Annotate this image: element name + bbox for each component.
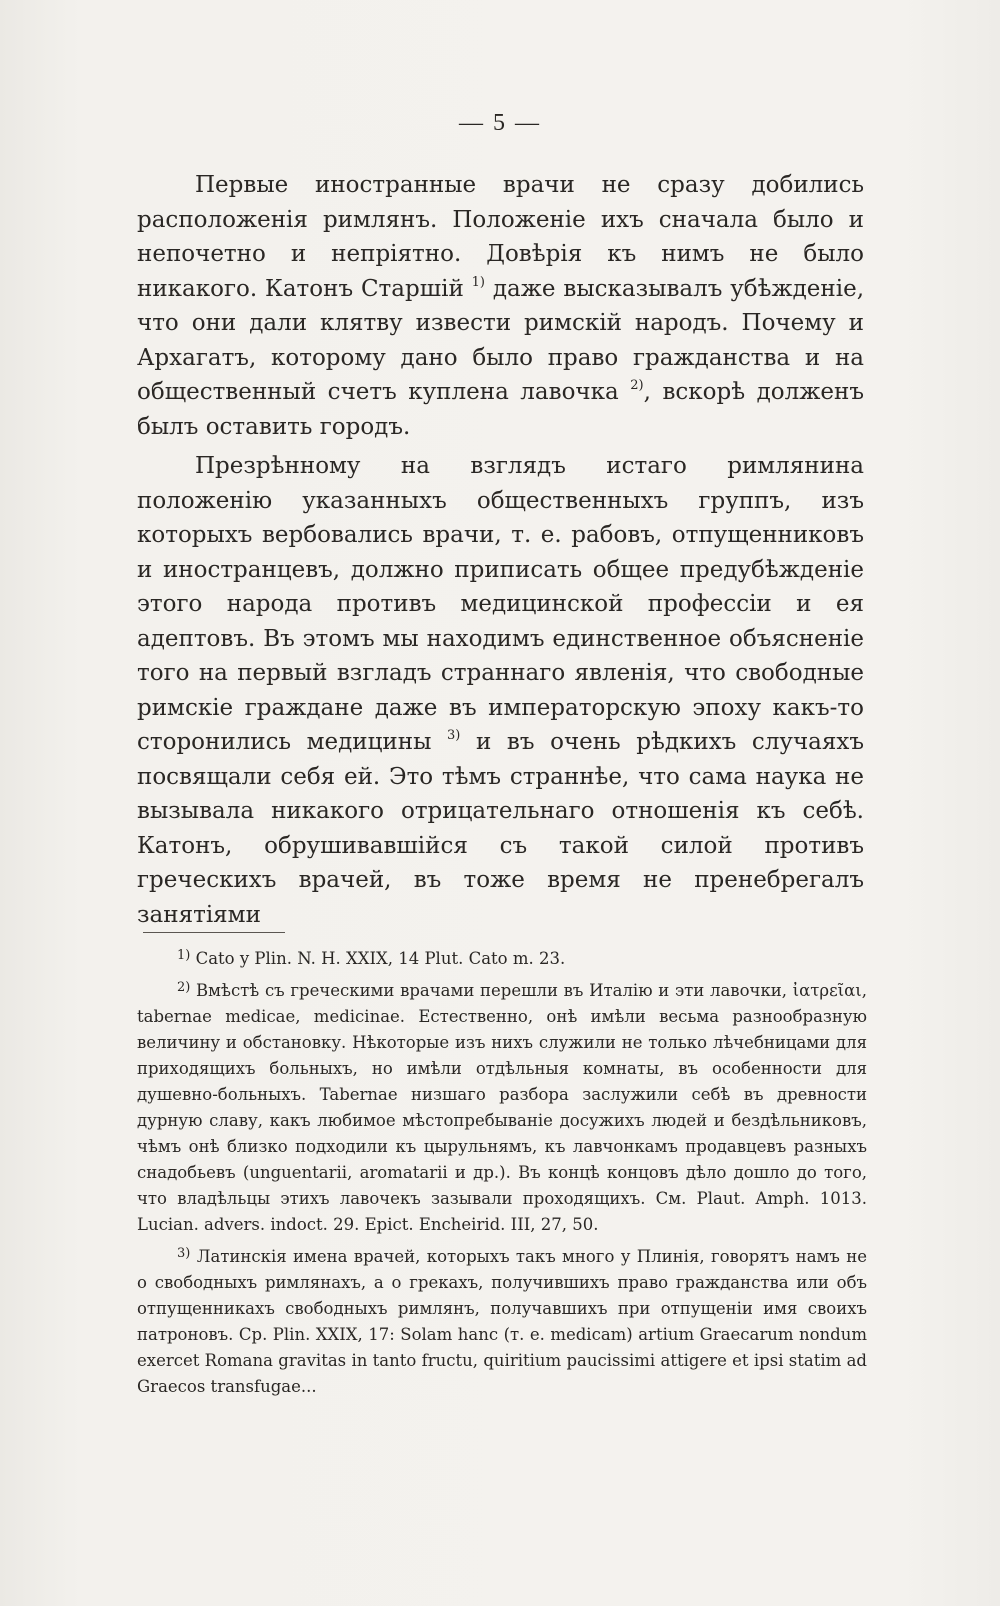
main-text (137, 168, 864, 932)
footnote-ref-3[interactable]: 3) (447, 728, 461, 743)
paragraph-1-text-c: , вскорѣ долженъ былъ оставить городъ. (137, 379, 864, 440)
footnote-1-marker: 1) (177, 948, 191, 963)
footnotes (137, 946, 867, 1400)
footnote-1 (137, 946, 867, 972)
footnote-2-marker: 2) (177, 980, 191, 995)
footnote-ref-1[interactable]: 1) (471, 274, 485, 290)
footnote-3 (137, 1244, 867, 1400)
footnote-divider (143, 932, 285, 933)
paragraph-1 (137, 168, 864, 444)
page-number: — 5 — (459, 110, 541, 136)
footnote-2-text: Вмѣстѣ съ греческими врачами перешли въ Италію и эти лавочки, ἰατρεῖαι, tabernae medicae, medicinae. Естественно, онѣ имѣли весьма разнообразную величину и обстановку. Нѣкоторые изъ нихъ служили не только лѣчебницами для приходящихъ больныхъ, но имѣли отдѣльныя комнаты, въ особенности для душевно-больныхъ. Tabernae низшаго разбора заслужили себѣ въ древности дурную славу, какъ любимое мѣстопребываніе досужихъ людей и бездѣльниковъ, чѣмъ онѣ близко подходили къ цырульнямъ, къ лавчонкамъ продавцевъ разныхъ снадобьевъ (unguentarii, aromatarii и др.). Въ концѣ концовъ дѣло дошло до того, что владѣльцы этихъ лавочекъ зазывали проходящихъ. См. Plaut. Amph. 1013. Lucian. advers. indoct. 29. Epict. Encheirid. III, 27, 50. (137, 981, 867, 1234)
paragraph-2 (137, 449, 864, 932)
paragraph-1-text-a: Первые иностранные врачи не сразу добились расположенія римлянъ. Положеніе ихъ сначала было и непочетно и непріятно. Довѣрія къ нимъ не было никакого. Катонъ Старшій (137, 172, 864, 302)
paragraph-2-text-a: Презрѣнному на взглядъ истаго римлянина положенію указанныхъ общественныхъ группъ, изъ которыхъ вербовались врачи, т. е. рабовъ, отпущенниковъ и иностранцевъ, должно приписать общее предубѣжденіе этого народа противъ медицинской профессіи и ея адептовъ. Въ этомъ мы находимъ единственное объясненіе того на первый взгладъ страннаго явленія, что свободные римскіе граждане даже въ императорскую эпоху какъ-то сторонились медицины (137, 453, 864, 755)
footnote-3-marker: 3) (177, 1246, 191, 1261)
paragraph-2-text-b: и въ очень рѣдкихъ случаяхъ посвящали себя ей. Это тѣмъ страннѣе, что сама наука не вызывала никакого отрицательнаго отношенія къ себѣ. Катонъ, обрушивавшійся съ такой силой противъ греческихъ врачей, въ тоже время не пренебрегалъ занятіями (137, 729, 864, 928)
footnote-3-text: Латинскія имена врачей, которыхъ такъ много у Плинія, говорятъ намъ не о свободныхъ римлянахъ, а о грекахъ, получившихъ право гражданства или объ отпущенникахъ свободныхъ римлянъ, получавшихъ при отпущеніи имя своихъ патроновъ. Ср. Plin. XXIX, 17: Solam hanc (т. е. medicam) artium Graecarum nondum exercet Romana gravitas in tanto fructu, quiritium paucissimi attigere et ipsi statim ad Graecos transfugae... (137, 1247, 867, 1396)
footnote-ref-2[interactable]: 2) (630, 378, 644, 393)
footnote-2 (137, 978, 867, 1238)
paragraph-1-text-b: даже высказывалъ убѣжденіе, что они дали клятву извести римскій народъ. Почему и Архагатъ, которому дано было право гражданства и на общественный счетъ куплена лавочка (137, 275, 865, 405)
footnote-1-text: Cato y Plin. N. H. XXIX, 14 Plut. Cato m. 23. (190, 949, 566, 968)
